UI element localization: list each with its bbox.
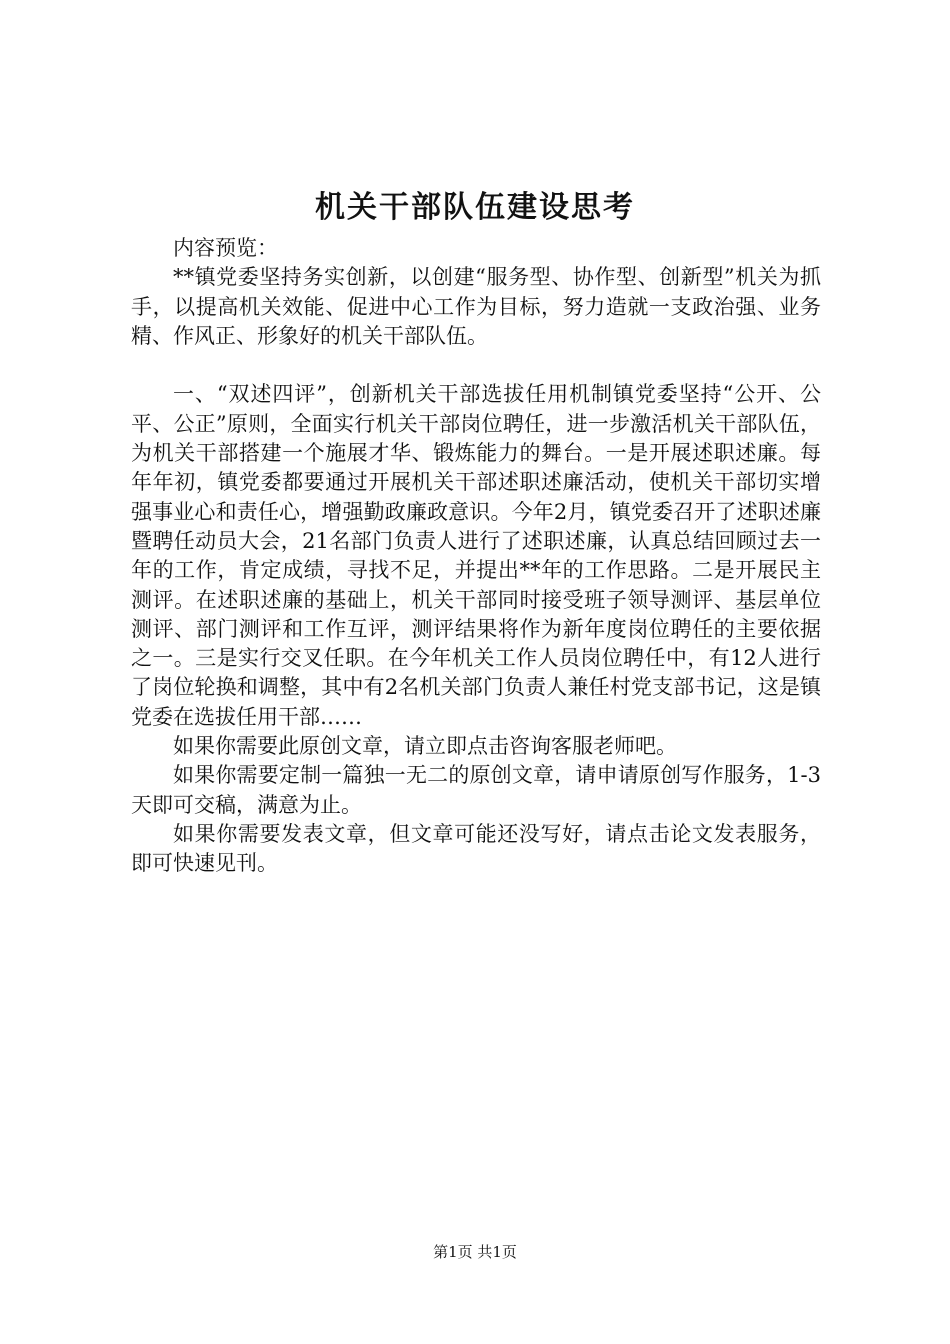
section-one-paragraph: 一、“双述四评”，创新机关干部选拔任用机制镇党委坚持“公开、公平、公正”原则，全面实行机关干部岗位聘任，进一步激活机关干部队伍，为机关干部搭建一个施展才华、锻炼能力的舞台。一是开展述职述廉。每年年初，镇党委都要通过开展机关干部述职述廉活动，使机关干部切实增强事业心和责任心，增强勤政廉政意识。今年2月，镇党委召开了述职述廉暨聘任动员大会，21名部门负责人进行了述职述廉，认真总结回顾过去一年的工作，肯定成绩，寻找不足，并提出**年的工作思路。二是开展民主测评。在述职述廉的基础上，机关干部同时接受班子领导测评、基层单位测评、部门测评和工作互评，测评结果将作为新年度岗位聘任的主要依据之一。三是实行交叉任职。在今年机关工作人员岗位聘任中，有12人进行了岗位轮换和调整，其中有2名机关部门负责人兼任村党支部书记，这是镇党委在选拔任用干部……: [131, 382, 821, 729]
document-title: 机关干部队伍建设思考: [315, 190, 635, 225]
page-number-footer: 第1页 共1页: [433, 1243, 517, 1261]
document-body: [131, 234, 821, 879]
contact-service-paragraph: 如果你需要此原创文章，请立即点击咨询客服老师吧。: [173, 734, 677, 759]
publishing-service-paragraph: 如果你需要发表文章，但文章可能还没写好，请点击论文发表服务，即可快速见刊。: [131, 821, 821, 876]
preview-label: 内容预览：: [173, 236, 278, 260]
custom-writing-paragraph: 如果你需要定制一篇独一无二的原创文章，请申请原创写作服务，1-3天即可交稿，满意为止。: [131, 763, 821, 817]
intro-paragraph: **镇党委坚持务实创新，以创建“服务型、协作型、创新型”机关为抓手，以提高机关效能、促进中心工作为目标，努力造就一支政治强、业务精、作风正、形象好的机关干部队伍。: [131, 265, 821, 348]
